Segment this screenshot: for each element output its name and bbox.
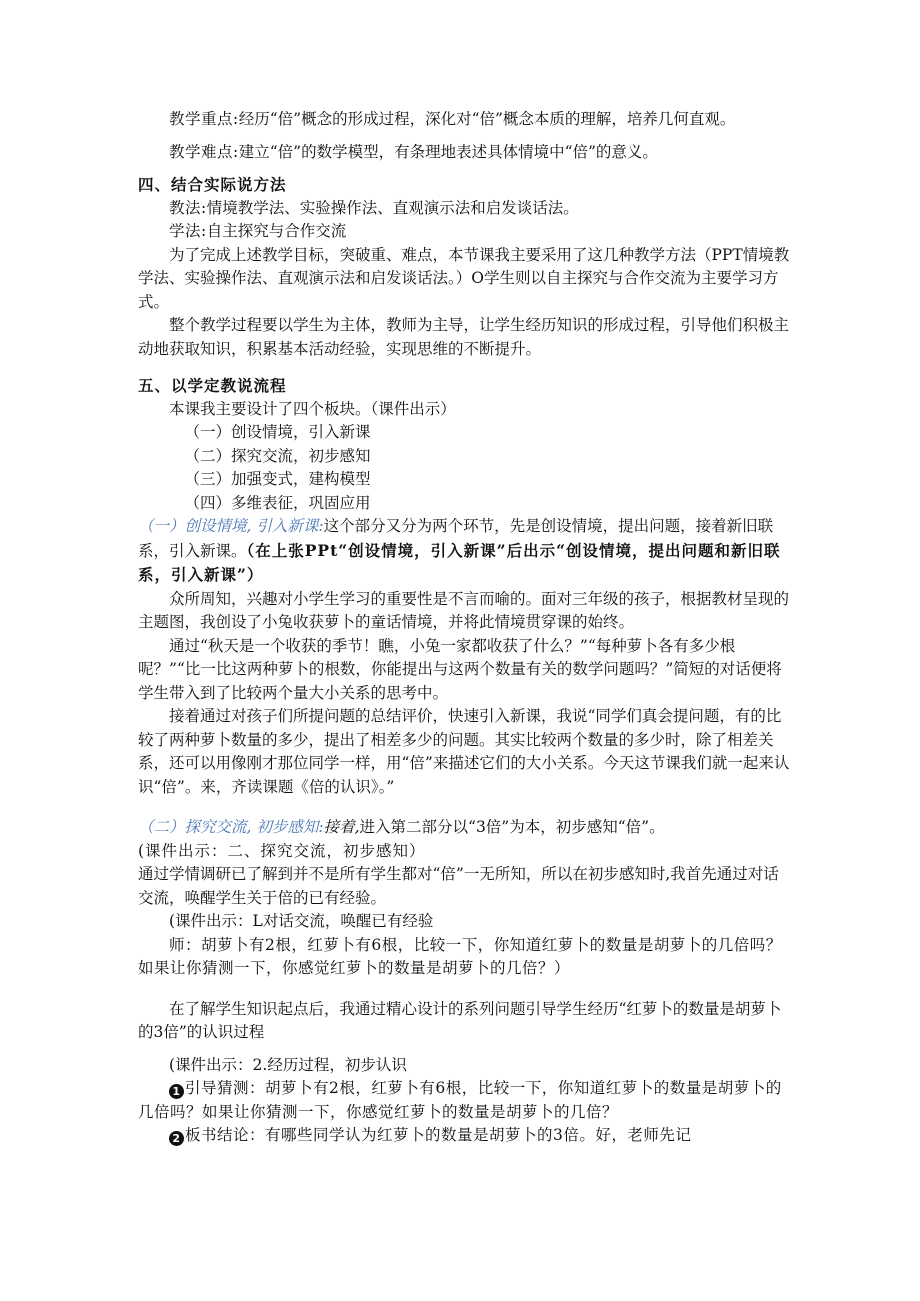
- after-paragraph: 在了解学生知识起点后，我通过精心设计的系列问题引导学生经历“红萝卜的数量是胡萝卜的3倍”的认识过程: [138, 999, 782, 1041]
- summary-paragraph: 接着通过对孩子们所提问题的总结评价，快速引入新课，我说“同学们真会提问题，有的比较了两种萝卜数量的多少，提出了相差多少的问题。其实比较两个数量的多少时，除了相差关系，还可以用像刚才那位同学一样，用“倍”来描述它们的大小关系。今天这节课我们就一起来认识“倍”。来，齐读课题《倍的认识》。”: [138, 707, 790, 796]
- document-page: [138, 108, 794, 1148]
- block-item-3: （三）加强变式，建构模型: [184, 470, 371, 488]
- section5-intro: 本课我主要设计了四个板块。（课件出示）: [169, 399, 456, 418]
- part1-text: 这个部分又分为两个环节，先是创设情境，提出问题，接着新旧联系，引入新课。: [138, 517, 774, 560]
- difficulty-label: 教学难点:: [169, 142, 239, 161]
- key-point-text: 经历“倍”概念的形成过程，深化对“倍”概念本质的理解，培养几何直观。: [238, 110, 736, 128]
- teach-method-line: [138, 197, 794, 221]
- part1-title: （一）创设情境, 引入新课:: [138, 517, 324, 535]
- number-1-icon: 1: [169, 1084, 184, 1099]
- teach-method-text: 情境教学法、实验操作法、直观演示法和启发谈话法。: [206, 198, 579, 217]
- block-item-4: （四）多维表征，巩固应用: [184, 493, 371, 512]
- difficulty-paragraph: [138, 141, 794, 165]
- block-item-2: （二）探究交流，初步感知: [184, 446, 371, 465]
- section4-heading: 四、结合实际说方法: [138, 175, 287, 194]
- learn-method-label: 学法:: [169, 222, 207, 240]
- methods-paragraph: 为了完成上述教学目标，突破重、难点，本节课我主要采用了这几种教学方法（PPT情境教学法、实验操作法、直观演示法和启发谈话法。）O学生则以自主探究与合作交流为主要学习方式。: [138, 245, 790, 311]
- bullet-conclusion-text: 板书结论：有哪些同学认为红萝卜的数量是胡萝卜的3倍。好，老师先记: [185, 1126, 692, 1144]
- bullet-guess: [138, 1077, 794, 1124]
- learn-method-line: [138, 220, 794, 244]
- part2-text: 进入第二部分以“3倍”为本，初步感知“倍”。: [359, 818, 665, 836]
- teacher-dialog: 师：胡萝卜有2根，红萝卜有6根，比较一下，你知道红萝卜的数量是胡萝卜的几倍吗？如果让你猜测一下，你感觉红萝卜的数量是胡萝卜的几倍？）: [138, 935, 782, 977]
- part2-note: (课件出示：二、探究交流，初步感知）: [138, 841, 426, 860]
- research-paragraph: 通过学情调研已了解到并不是所有学生都对“倍”一无所知，所以在初步感知时,我首先通过对话交流，唤醒学生关于倍的已有经验。: [138, 865, 779, 907]
- key-point-paragraph: [138, 108, 794, 132]
- courseware-note-1: (课件出示：L对话交流，唤醒已有经验: [169, 912, 434, 930]
- learn-method-text: 自主探究与合作交流: [206, 222, 347, 240]
- bullet-guess-text: 引导猜测：胡萝卜有2根，红萝卜有6根，比较一下，你知道红萝卜的数量是胡萝卜的几倍吗？如果让你猜测一下，你感觉红萝卜的数量是胡萝卜的几倍？: [138, 1079, 782, 1121]
- bullet-conclusion: [138, 1124, 794, 1148]
- teach-method-label: 教法:: [169, 198, 207, 217]
- block-item-1: （一）创设情境，引入新课: [184, 423, 371, 441]
- interest-paragraph: 众所周知，兴趣对小学生学习的重要性是不言而喻的。面对三年级的孩子，根据教材呈现的主题图，我创设了小兔收获萝卜的童话情境，并将此情境贯穿课的始终。: [138, 589, 790, 631]
- part1-paragraph: [138, 515, 794, 588]
- dialog-paragraph: 通过“秋天是一个收获的季节！瞧，小兔一家都收获了什么？”“每种萝卜各有多少根呢？”“比一比这两种萝卜的根数，你能提出与这两个数量有关的数学问题吗？”简短的对话便将学生带入到了比较两个量大小关系的思考中。: [138, 636, 782, 702]
- number-2-icon: 2: [169, 1131, 184, 1146]
- process-paragraph: 整个教学过程要以学生为主体，教师为主导，让学生经历知识的形成过程，引导他们积极主动地获取知识，积累基本活动经验，实现思维的不断提升。: [138, 316, 790, 358]
- section5-heading: 五、以学定教说流程: [138, 376, 287, 395]
- difficulty-text: 建立“倍”的数学模型，有条理地表述具体情境中“倍”的意义。: [238, 142, 658, 161]
- key-point-label: 教学重点:: [169, 110, 239, 128]
- part1-note: （在上张PPt“创设情境，引入新课”后出示“创设情境，提出问题和新旧联系，引入新课”）: [138, 540, 781, 584]
- part2-paragraph: [138, 816, 794, 840]
- courseware-note-2: (课件出示：2.经历过程，初步认识: [169, 1055, 407, 1074]
- part2-title: （二）探究交流, 初步感知:: [138, 818, 324, 836]
- part2-lead: 接着,: [323, 818, 360, 836]
